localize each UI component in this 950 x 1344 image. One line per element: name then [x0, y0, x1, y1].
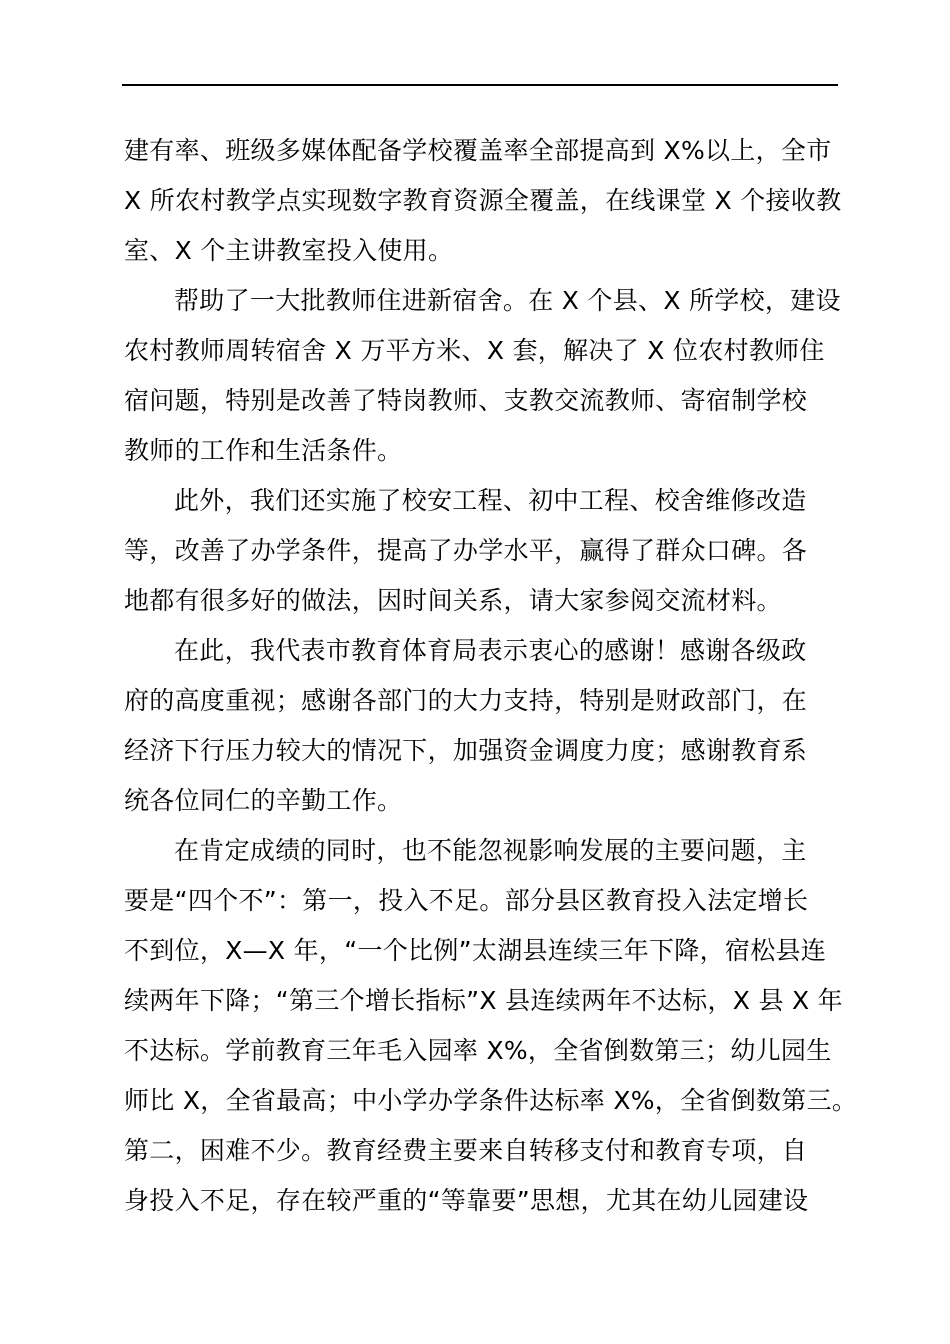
text-line: 第二，困难不少。教育经费主要来自转移支付和教育专项，自: [124, 1136, 808, 1165]
text-line: 经济下行压力较大的情况下，加强资金调度力度；感谢教育系: [124, 736, 808, 765]
text-line: 续两年下降；“第三个增长指标”X 县连续两年不达标，X 县 X 年: [124, 986, 843, 1015]
paragraph-start-line: 帮助了一大批教师住进新宿舍。在 X 个县、X 所学校，建设: [174, 286, 841, 315]
text-line: 室、X 个主讲教室投入使用。: [124, 236, 454, 265]
text-line: 师比 X，全省最高；中小学办学条件达标率 X%，全省倒数第三。: [124, 1086, 858, 1115]
header-rule: [122, 84, 838, 86]
text-line: 教师的工作和生活条件。: [124, 436, 403, 465]
text-line: 不达标。学前教育三年毛入园率 X%，全省倒数第三；幼儿园生: [124, 1036, 832, 1065]
paragraph-start-line: 在此，我代表市教育体育局表示衷心的感谢！感谢各级政: [174, 636, 807, 665]
paragraph-start-line: 此外，我们还实施了校安工程、初中工程、校舍维修改造: [174, 486, 807, 515]
text-line: 宿问题，特别是改善了特岗教师、支教交流教师、寄宿制学校: [124, 386, 808, 415]
text-line: 不到位，X—X 年，“一个比例”太湖县连续三年下降，宿松县连: [124, 936, 827, 965]
text-line: 等，改善了办学条件，提高了办学水平，赢得了群众口碑。各: [124, 536, 808, 565]
text-line: 统各位同仁的辛勤工作。: [124, 786, 403, 815]
text-line: 建有率、班级多媒体配备学校覆盖率全部提高到 X%以上，全市: [124, 136, 832, 165]
text-line: 农村教师周转宿舍 X 万平方米、X 套，解决了 X 位农村教师住: [124, 336, 825, 365]
text-line: X 所农村教学点实现数字教育资源全覆盖，在线课堂 X 个接收教: [124, 186, 842, 215]
text-line: 身投入不足，存在较严重的“等靠要”思想，尤其在幼儿园建设: [124, 1186, 809, 1215]
text-line: 地都有很多好的做法，因时间关系，请大家参阅交流材料。: [124, 586, 782, 615]
paragraph-start-line: 在肯定成绩的同时，也不能忽视影响发展的主要问题，主: [174, 836, 807, 865]
text-line: 府的高度重视；感谢各部门的大力支持，特别是财政部门，在: [124, 686, 808, 715]
text-line: 要是“四个不”：第一，投入不足。部分县区教育投入法定增长: [124, 886, 809, 915]
body-text: [124, 126, 858, 1226]
